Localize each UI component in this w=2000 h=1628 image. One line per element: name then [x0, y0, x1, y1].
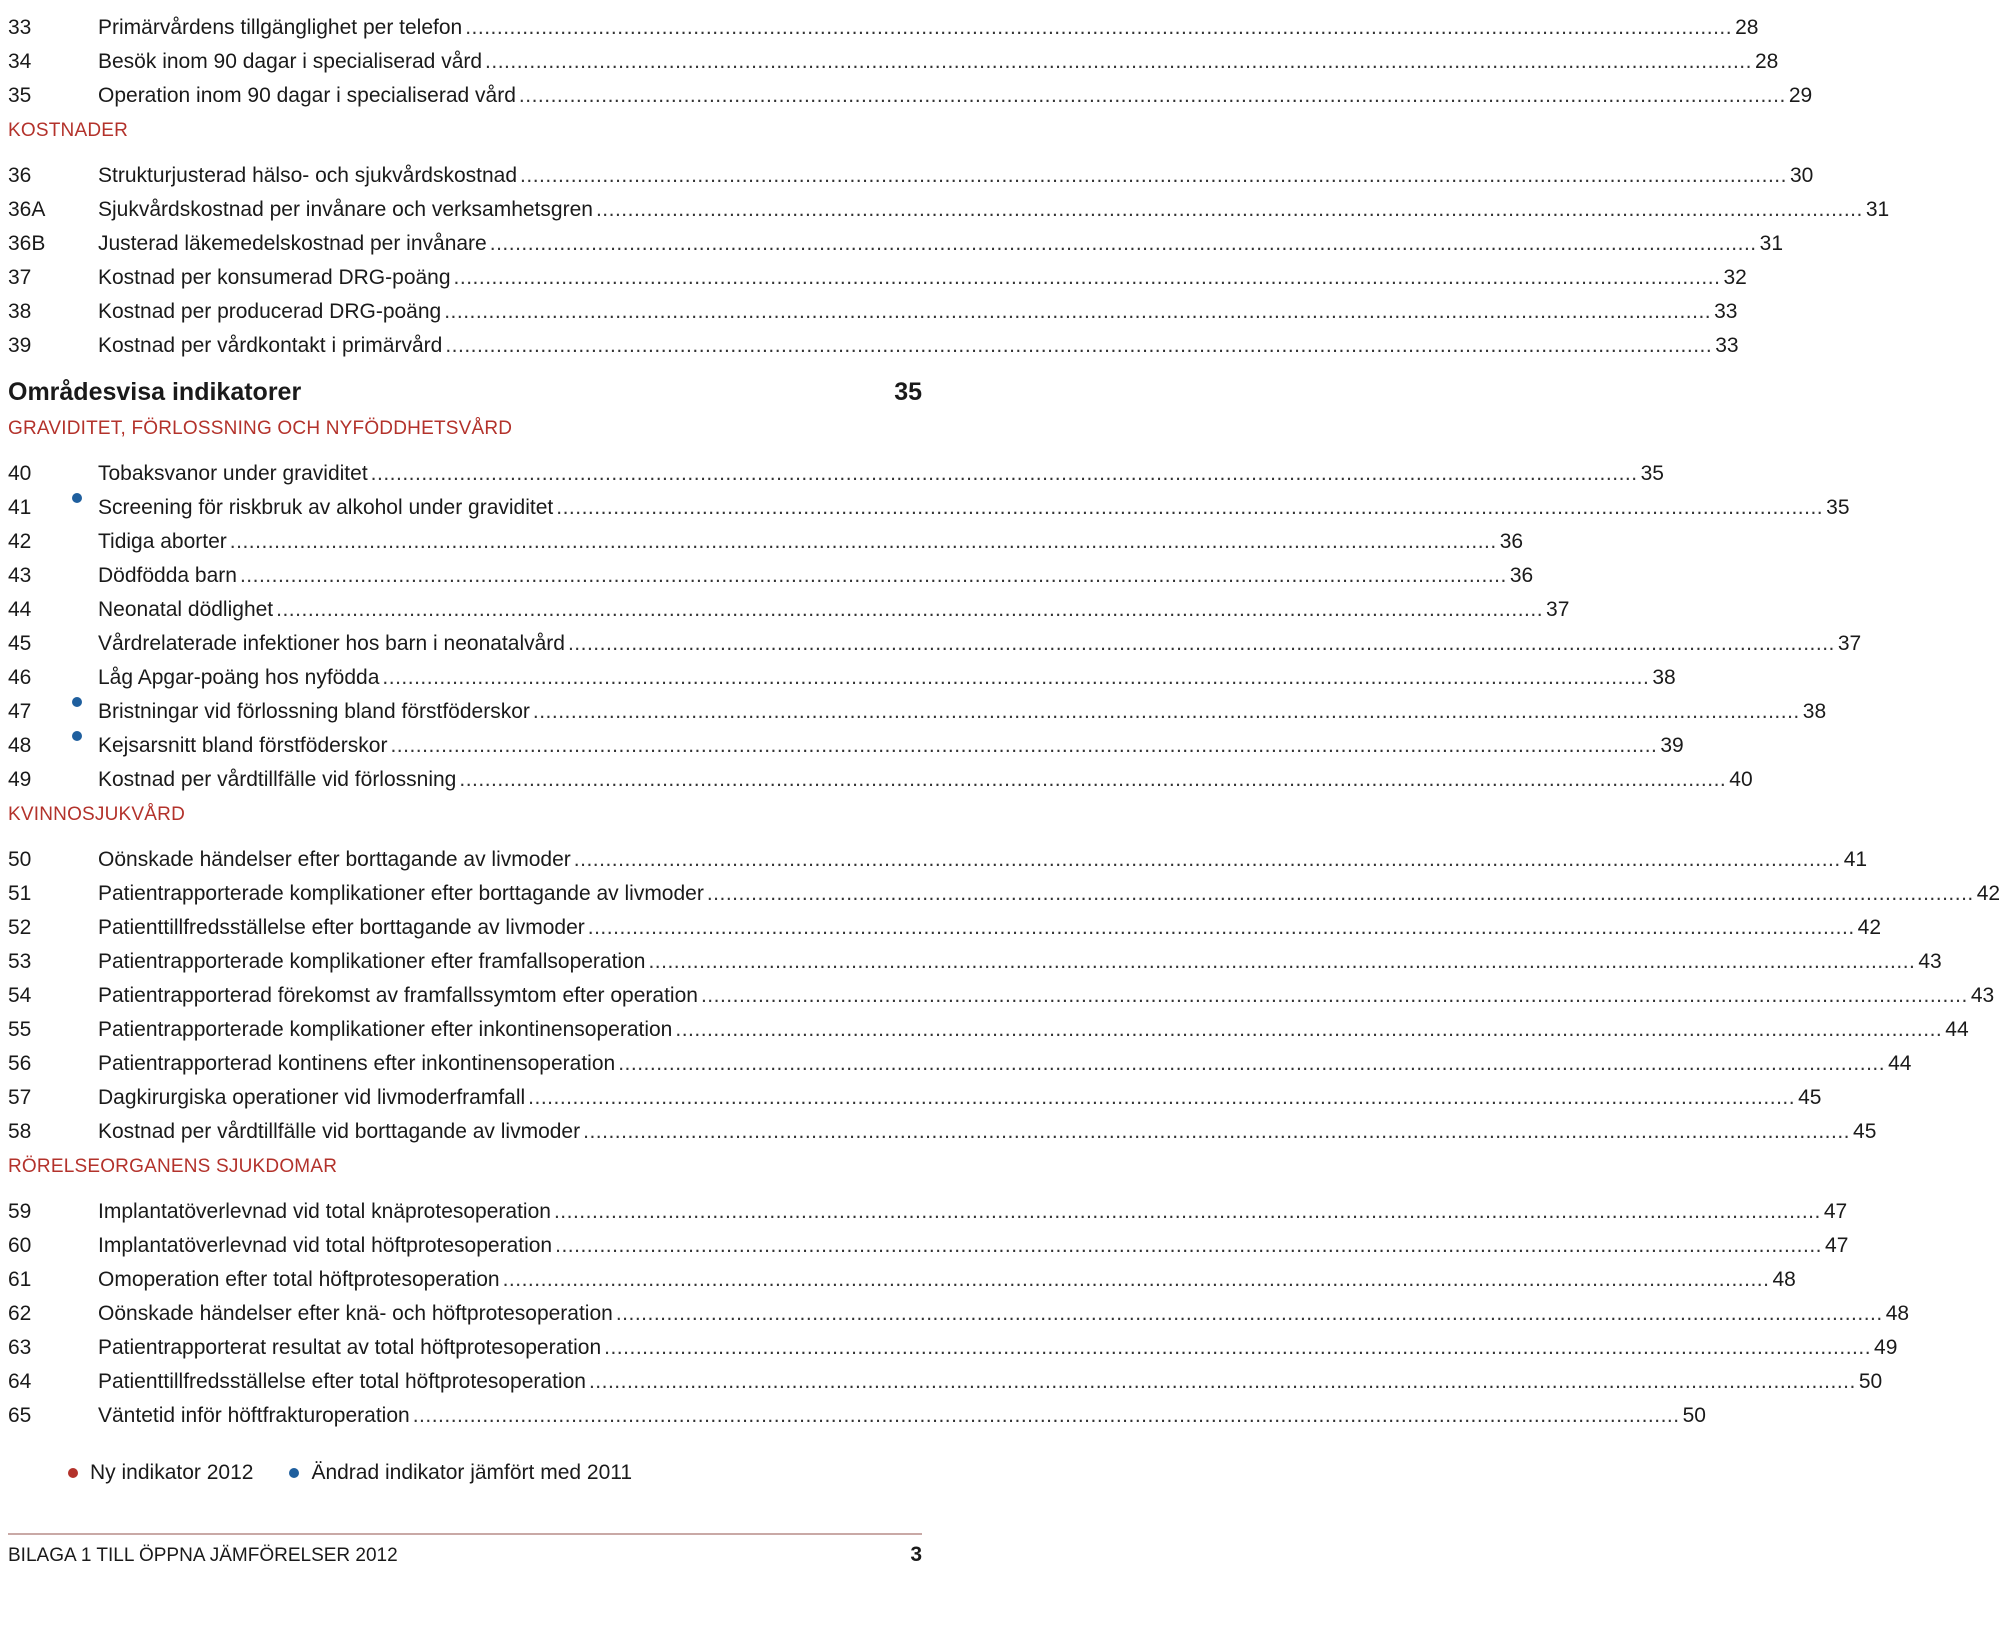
marker-spacer [68, 1354, 98, 1388]
dot-leader [618, 1047, 1885, 1081]
entry-page: 43 [1918, 950, 1942, 973]
entry-number: 39 [8, 334, 32, 357]
marker-spacer [68, 934, 98, 968]
entry-title: Sjukvårdskostnad per invånare och verksamhetsgren [98, 198, 593, 221]
section-label-kvinnosjukvard: KVINNOSJUKVÅRD [8, 804, 186, 825]
dot-leader [503, 1263, 1770, 1297]
marker-spacer [68, 1002, 98, 1036]
entry-title: Låg Apgar-poäng hos nyfödda [98, 666, 380, 689]
changed-marker-icon [68, 480, 98, 514]
marker-spacer [68, 1104, 98, 1138]
dot-leader [459, 763, 1726, 797]
toc-entry [8, 832, 1868, 871]
entry-number: 36B [8, 232, 46, 255]
marker-spacer [68, 284, 98, 318]
marker-spacer [68, 1252, 98, 1286]
marker-spacer [68, 616, 98, 650]
new-marker-icon [68, 1468, 78, 1478]
legend-new [68, 1456, 253, 1490]
marker-spacer [68, 1320, 98, 1354]
toc-entry [8, 446, 1664, 485]
entry-title: Justerad läkemedelskostnad per invånare [98, 232, 487, 255]
marker-spacer [68, 752, 98, 786]
marker-spacer [68, 900, 98, 934]
dot-leader [707, 877, 1974, 911]
entry-page: 29 [1788, 84, 1813, 107]
entry-title: Kostnad per konsumerad DRG-poäng [98, 266, 451, 289]
entry-page: 32 [1723, 266, 1747, 289]
dot-leader [485, 45, 1752, 79]
toc-rorelse-list [8, 1184, 1910, 1427]
entry-title: Strukturjusterad hälso- och sjukvårdskostnad [98, 164, 518, 187]
entry-title: Oönskade händelser efter borttagande av livmoder [98, 848, 571, 871]
entry-title: Kejsarsnitt bland förstföderskor [98, 734, 388, 757]
toc-entry [8, 0, 1759, 39]
entry-page: 37 [1546, 598, 1570, 621]
entry-title: Operation inom 90 dagar i specialiserad vård [98, 84, 516, 107]
entry-page: 42 [1976, 882, 2000, 905]
dot-leader [556, 491, 1823, 525]
dot-leader [596, 193, 1863, 227]
entry-number: 36A [8, 198, 46, 221]
dot-leader [616, 1297, 1883, 1331]
legend-changed-label: Ändrad indikator jämfört med 2011 [311, 1461, 633, 1484]
entry-page: 49 [1874, 1336, 1898, 1359]
dot-leader [589, 1365, 1856, 1399]
changed-marker-icon [68, 718, 98, 752]
entry-page: 48 [1885, 1302, 1910, 1325]
entry-title: Implantatöverlevnad vid total knäprotesoperation [98, 1200, 551, 1223]
entry-page: 38 [1652, 666, 1676, 689]
entry-page: 39 [1660, 734, 1684, 757]
entry-number: 52 [8, 916, 32, 939]
dot-leader [568, 627, 1835, 661]
toc-entry [8, 1184, 1848, 1223]
marker-spacer [68, 1184, 98, 1218]
dot-leader [276, 593, 1543, 627]
entry-page: 31 [1865, 198, 1890, 221]
entry-title: Implantatöverlevnad vid total höftprotesoperation [98, 1234, 553, 1257]
entry-number: 35 [8, 84, 32, 107]
dot-leader [390, 729, 1657, 763]
entry-page: 35 [1640, 462, 1664, 485]
entry-title: Patienttillfredsställelse efter total höftprotesoperation [98, 1370, 586, 1393]
marker-spacer [68, 148, 98, 182]
entry-number: 38 [8, 300, 32, 323]
entry-title: Patientrapporterad kontinens efter inkontinensoperation [98, 1052, 616, 1075]
entry-number: 53 [8, 950, 32, 973]
entry-number: 50 [8, 848, 32, 871]
toc-entry [8, 148, 1814, 187]
entry-page: 28 [1735, 16, 1759, 39]
entry-title: Patientrapporterade komplikationer efter inkontinensoperation [98, 1018, 673, 1041]
entry-title: Kostnad per producerad DRG-poäng [98, 300, 442, 323]
dot-leader [371, 457, 1638, 491]
entry-page: 37 [1837, 632, 1862, 655]
entry-number: 37 [8, 266, 32, 289]
entry-number: 36 [8, 164, 32, 187]
section-label-kostnader: KOSTNADER [8, 120, 129, 141]
entry-number: 40 [8, 462, 32, 485]
marker-spacer [68, 0, 98, 34]
entry-page: 44 [1888, 1052, 1912, 1075]
entry-page: 47 [1825, 1234, 1849, 1257]
entry-number: 60 [8, 1234, 32, 1257]
entry-number: 51 [8, 882, 32, 905]
entry-number: 64 [8, 1370, 32, 1393]
section-label-rorelse: RÖRELSEORGANENS SJUKDOMAR [8, 1156, 338, 1177]
dot-leader [490, 227, 1757, 261]
marker-spacer [68, 318, 98, 352]
legend-new-label: Ny indikator 2012 [90, 1461, 254, 1484]
entry-number: 57 [8, 1086, 32, 1109]
entry-number: 49 [8, 768, 32, 791]
legend [68, 1456, 632, 1490]
marker-spacer [68, 216, 98, 250]
entry-title: Kostnad per vårdtillfälle vid borttagande av livmoder [98, 1120, 581, 1143]
marker-spacer [68, 446, 98, 480]
entry-page: 42 [1857, 916, 1882, 939]
entry-page: 44 [1945, 1018, 1969, 1041]
legend-changed [289, 1456, 632, 1490]
entry-number: 33 [8, 16, 32, 39]
marker-spacer [68, 68, 98, 102]
entry-number: 55 [8, 1018, 32, 1041]
entry-number: 58 [8, 1120, 32, 1143]
entry-page: 33 [1714, 300, 1738, 323]
entry-title: Tobaksvanor under graviditet [98, 462, 368, 485]
entry-number: 48 [8, 734, 32, 757]
entry-title: Bristningar vid förlossning bland förstföderskor [98, 700, 530, 723]
footer-divider [8, 1533, 922, 1535]
entry-page: 50 [1682, 1404, 1706, 1427]
dot-leader [528, 1081, 1795, 1115]
changed-marker-icon [68, 684, 98, 718]
footer-text: BILAGA 1 TILL ÖPPNA JÄMFÖRELSER 2012 [8, 1545, 398, 1566]
entry-title: Patientrapporterat resultat av total höftprotesoperation [98, 1336, 602, 1359]
dot-leader [413, 1399, 1680, 1433]
entry-number: 34 [8, 50, 32, 73]
marker-spacer [68, 968, 98, 1002]
chapter-heading [8, 372, 922, 412]
entry-number: 54 [8, 984, 32, 1007]
section-label-graviditet: GRAVIDITET, FÖRLOSSNING OCH NYFÖDDHETSVÅRD [8, 418, 513, 439]
dot-leader [240, 559, 1507, 593]
entry-page: 33 [1715, 334, 1739, 357]
marker-spacer [68, 514, 98, 548]
dot-leader [454, 261, 1721, 295]
entry-title: Patientrapporterade komplikationer efter framfallsoperation [98, 950, 646, 973]
dot-leader [382, 661, 1649, 695]
entry-title: Patienttillfredsställelse efter borttagande av livmoder [98, 916, 585, 939]
dot-leader [520, 159, 1787, 193]
entry-title: Primärvårdens tillgänglighet per telefon [98, 16, 463, 39]
entry-page: 38 [1802, 700, 1827, 723]
page-footer [8, 1543, 922, 1567]
entry-title: Oönskade händelser efter knä- och höftprotesoperation [98, 1302, 613, 1325]
marker-spacer [68, 1388, 98, 1422]
dot-leader [445, 329, 1712, 363]
entry-title: Dagkirurgiska operationer vid livmoderframfall [98, 1086, 526, 1109]
entry-number: 59 [8, 1200, 32, 1223]
toc-graviditet-list [8, 446, 1862, 791]
marker-spacer [68, 866, 98, 900]
dot-leader [230, 525, 1497, 559]
entry-title: Patientrapporterad förekomst av framfallssymtom efter operation [98, 984, 698, 1007]
entry-number: 47 [8, 700, 32, 723]
dot-leader [519, 79, 1786, 113]
entry-number: 42 [8, 530, 32, 553]
marker-spacer [68, 582, 98, 616]
entry-page: 40 [1729, 768, 1753, 791]
entry-page: 50 [1858, 1370, 1883, 1393]
entry-number: 65 [8, 1404, 32, 1427]
dot-leader [533, 695, 1800, 729]
entry-page: 30 [1789, 164, 1814, 187]
entry-title: Kostnad per vårdkontakt i primärvård [98, 334, 443, 357]
dot-leader [465, 11, 1732, 45]
page-number: 3 [910, 1543, 922, 1566]
dot-leader [701, 979, 1968, 1013]
entry-title: Väntetid inför höftfrakturoperation [98, 1404, 410, 1427]
dot-leader [675, 1013, 1942, 1047]
entry-page: 36 [1499, 530, 1524, 553]
toc-top-list [8, 0, 1813, 107]
entry-title: Tidiga aborter [98, 530, 227, 553]
dot-leader [604, 1331, 1871, 1365]
entry-title: Omoperation efter total höftprotesoperation [98, 1268, 500, 1291]
entry-title: Neonatal dödlighet [98, 598, 274, 621]
entry-number: 56 [8, 1052, 32, 1075]
marker-spacer [68, 34, 98, 68]
entry-page: 35 [1826, 496, 1850, 519]
marker-spacer [68, 1036, 98, 1070]
entry-number: 61 [8, 1268, 32, 1291]
dot-leader [444, 295, 1711, 329]
entry-page: 45 [1853, 1120, 1877, 1143]
entry-title: Patientrapporterade komplikationer efter borttagande av livmoder [98, 882, 704, 905]
entry-page: 47 [1823, 1200, 1848, 1223]
entry-number: 43 [8, 564, 32, 587]
dot-leader [554, 1195, 1821, 1229]
entry-number: 44 [8, 598, 32, 621]
marker-spacer [68, 548, 98, 582]
entry-page: 41 [1843, 848, 1868, 871]
table-of-contents [8, 0, 2000, 1427]
entry-title: Screening för riskbruk av alkohol under graviditet [98, 496, 554, 519]
entry-number: 46 [8, 666, 32, 689]
entry-number: 41 [8, 496, 32, 519]
entry-title: Dödfödda barn [98, 564, 237, 587]
entry-title: Vårdrelaterade infektioner hos barn i neonatalvård [98, 632, 565, 655]
entry-page: 45 [1798, 1086, 1822, 1109]
toc-kvinnosjukvard-list [8, 832, 2000, 1143]
chapter-heading-page: 35 [894, 378, 922, 406]
marker-spacer [68, 182, 98, 216]
marker-spacer [68, 250, 98, 284]
dot-leader [574, 843, 1841, 877]
marker-spacer [68, 1218, 98, 1252]
chapter-heading-title: Områdesvisa indikatorer [8, 378, 302, 406]
entry-page: 48 [1772, 1268, 1796, 1291]
dot-leader [555, 1229, 1822, 1263]
dot-leader [588, 911, 1855, 945]
entry-title: Besök inom 90 dagar i specialiserad vård [98, 50, 483, 73]
toc-kostnader-list [8, 148, 1890, 357]
marker-spacer [68, 1286, 98, 1320]
changed-marker-icon [289, 1468, 299, 1478]
marker-spacer [68, 1070, 98, 1104]
entry-page: 43 [1970, 984, 1995, 1007]
dot-leader [648, 945, 1915, 979]
entry-title: Kostnad per vårdtillfälle vid förlossning [98, 768, 457, 791]
marker-spacer [68, 832, 98, 866]
entry-number: 62 [8, 1302, 32, 1325]
marker-spacer [68, 650, 98, 684]
entry-page: 36 [1509, 564, 1534, 587]
entry-page: 31 [1759, 232, 1783, 255]
entry-number: 63 [8, 1336, 32, 1359]
dot-leader [583, 1115, 1850, 1149]
entry-page: 28 [1754, 50, 1779, 73]
entry-number: 45 [8, 632, 32, 655]
